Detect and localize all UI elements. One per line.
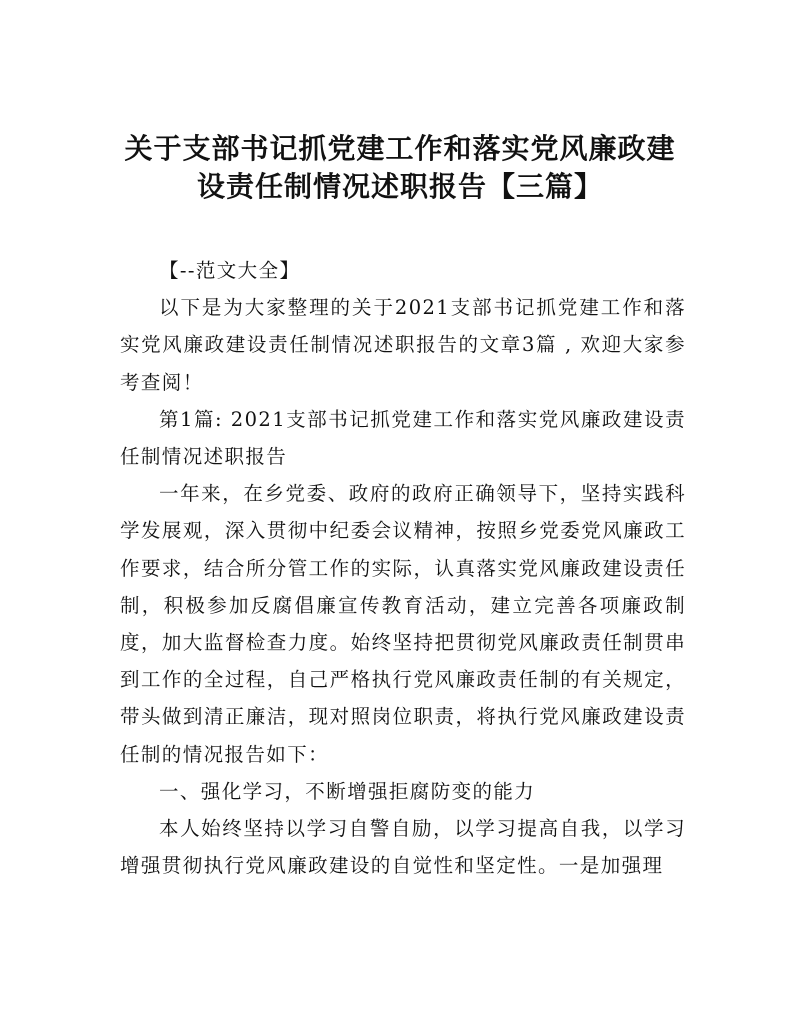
body-paragraph: 一年来，在乡党委、政府的政府正确领导下，坚持实践科学发展观，深入贯彻中纪委会议精神，按照乡党委党风廉政工作要求，结合所分管工作的实际，认真落实党风廉政建设责任制，积极参加反腐倡廉宣传教育活动，建立完善各项廉政制度，加大监督检查力度。始终坚持把贯彻党风廉政责任制贯串到工作的全过程，自己严格执行党风廉政责任制的有关规定，带头做到清正廉洁，现对照岗位职责，将执行党风廉政建设责任制的情况报告如下： bbox=[120, 482, 686, 766]
category-tag: 【--范文大全】 bbox=[159, 259, 301, 282]
subsection-heading: 一、强化学习，不断增强拒腐防变的能力 bbox=[159, 779, 536, 803]
document-title bbox=[100, 130, 700, 206]
title-line-1: 关于支部书记抓党建工作和落实党风廉政建 bbox=[124, 132, 676, 165]
document-body bbox=[120, 252, 686, 884]
title-line-2: 设责任制情况述职报告【三篇】 bbox=[196, 170, 603, 203]
body-paragraph: 本人始终坚持以学习自警自励，以学习提高自我，以学习增强贯彻执行党风廉政建设的自觉性和坚定性。一是加强理 bbox=[120, 817, 686, 878]
section-heading: 第1篇: 2021支部书记抓党建工作和落实党风廉政建设责任制情况述职报告 bbox=[120, 407, 686, 469]
intro-paragraph: 以下是为大家整理的关于2021支部书记抓党建工作和落实党风廉政建设责任制情况述职报告的文章3篇 , 欢迎大家参考查阅！ bbox=[120, 296, 686, 394]
